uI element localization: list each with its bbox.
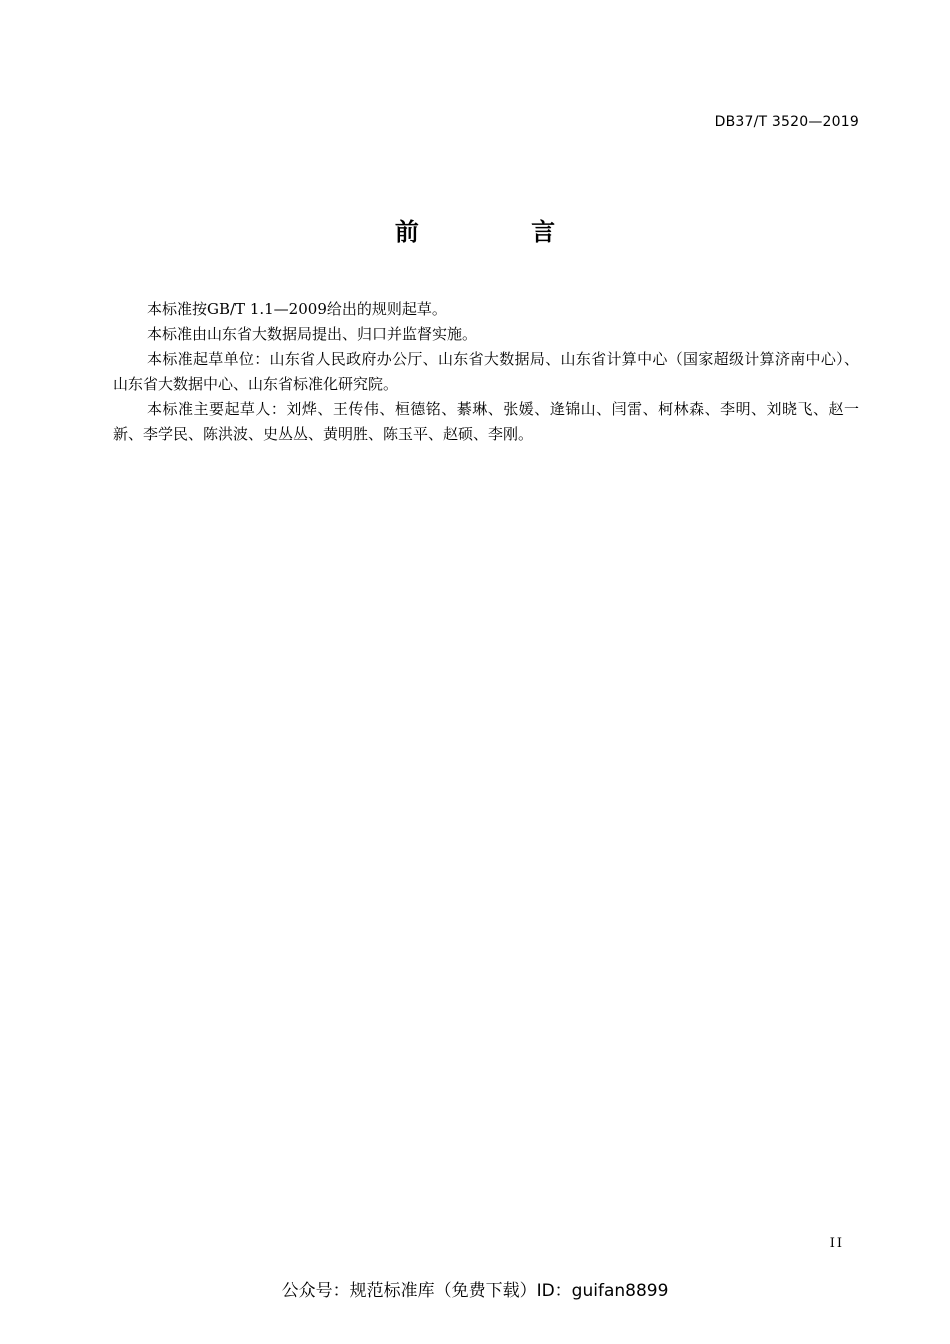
page-title: 前 言 xyxy=(394,218,608,246)
paragraph-drafting-rules: 本标准按GB/T 1.1—2009给出的规则起草。 xyxy=(147,300,447,318)
paragraph-drafters: 本标准主要起草人：刘烨、王传伟、桓德铭、綦琳、张媛、逄锦山、闫雷、柯林森、李明、刘晓飞、赵一新、李学民、陈洪波、史丛丛、黄明胜、陈玉平、赵硕、李刚。 xyxy=(113,400,859,443)
paragraph-proposer: 本标准由山东省大数据局提出、归口并监督实施。 xyxy=(147,325,478,343)
paragraph-drafting-units: 本标准起草单位：山东省人民政府办公厅、山东省大数据局、山东省计算中心（国家超级计算济南中心）、山东省大数据中心、山东省标准化研究院。 xyxy=(113,350,859,393)
foreword-body xyxy=(113,297,859,447)
page-number: II xyxy=(829,1236,844,1251)
document-code: DB37/T 3520—2019 xyxy=(714,114,859,130)
footer-watermark: 公众号：规范标准库（免费下载）ID：guifan8899 xyxy=(281,1281,669,1301)
